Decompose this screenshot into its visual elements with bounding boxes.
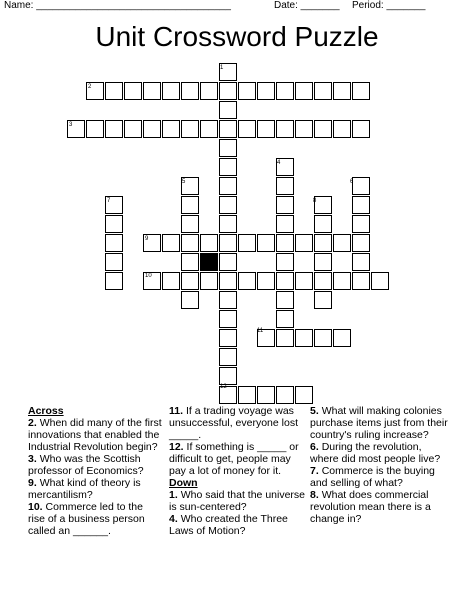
grid-cell[interactable]: [200, 120, 218, 138]
grid-cell[interactable]: [314, 82, 332, 100]
grid-cell[interactable]: [352, 253, 370, 271]
grid-cell[interactable]: [219, 196, 237, 214]
grid-number-1: 1: [220, 65, 224, 71]
grid-cell[interactable]: [276, 120, 294, 138]
grid-cell[interactable]: [352, 272, 370, 290]
grid-cell[interactable]: [276, 329, 294, 347]
grid-cell[interactable]: [276, 215, 294, 233]
grid-cell[interactable]: [333, 272, 351, 290]
grid-cell[interactable]: [314, 272, 332, 290]
grid-cell[interactable]: [181, 253, 199, 271]
clue-across-3: 3. Who was the Scottish professor of Economics?: [28, 453, 144, 477]
grid-cell[interactable]: [219, 120, 237, 138]
grid-cell[interactable]: [86, 120, 104, 138]
grid-cell[interactable]: [219, 234, 237, 252]
grid-cell[interactable]: [219, 82, 237, 100]
clue-across-11: 11. If a trading voyage was unsuccessful, everyone lost _____.: [169, 405, 298, 441]
grid-cell[interactable]: [352, 215, 370, 233]
grid-cell[interactable]: [238, 386, 256, 404]
clues-column-1: [28, 405, 162, 537]
grid-cell[interactable]: [219, 367, 237, 385]
grid-cell[interactable]: [124, 120, 142, 138]
grid-cell[interactable]: [276, 272, 294, 290]
grid-cell[interactable]: [314, 253, 332, 271]
clue-across-12: 12. If something is _____ or difficult to get, people may pay a lot of money for it.: [169, 441, 299, 477]
grid-cell[interactable]: [276, 177, 294, 195]
grid-cell[interactable]: [219, 101, 237, 119]
grid-cell[interactable]: [238, 120, 256, 138]
clue-across-9: 9. What kind of theory is mercantilism?: [28, 477, 141, 501]
grid-cell[interactable]: [181, 120, 199, 138]
grid-cell[interactable]: [276, 82, 294, 100]
grid-cell[interactable]: [314, 234, 332, 252]
grid-cell[interactable]: [295, 234, 313, 252]
grid-cell[interactable]: [314, 291, 332, 309]
grid-number-8: 8: [313, 198, 317, 204]
grid-cell[interactable]: [352, 82, 370, 100]
clues-column-3: [310, 405, 448, 525]
grid-cell[interactable]: [257, 120, 275, 138]
grid-cell[interactable]: [219, 329, 237, 347]
grid-cell[interactable]: [333, 329, 351, 347]
grid-cell[interactable]: [200, 234, 218, 252]
grid-cell[interactable]: [219, 139, 237, 157]
grid-cell[interactable]: [276, 196, 294, 214]
grid-cell[interactable]: [238, 272, 256, 290]
grid-cell[interactable]: [162, 82, 180, 100]
grid-number-7: 7: [107, 198, 111, 204]
grid-cell[interactable]: [257, 234, 275, 252]
grid-cell[interactable]: [181, 272, 199, 290]
grid-cell[interactable]: [276, 291, 294, 309]
clue-across-10: 10. Commerce led to the rise of a business person called an ______.: [28, 501, 145, 537]
grid-cell[interactable]: [219, 177, 237, 195]
grid-cell[interactable]: [181, 234, 199, 252]
grid-number-2: 2: [88, 84, 92, 90]
grid-number-6: 6: [350, 179, 354, 185]
grid-cell[interactable]: [257, 82, 275, 100]
grid-cell[interactable]: [314, 120, 332, 138]
page-title: Unit Crossword Puzzle: [95, 21, 379, 52]
clue-down-8: 8. What does commercial revolution mean there is a change in?: [310, 489, 431, 525]
grid-cell[interactable]: [295, 120, 313, 138]
grid-cell[interactable]: [105, 82, 123, 100]
grid-cell[interactable]: [276, 253, 294, 271]
grid-cell[interactable]: [352, 234, 370, 252]
grid-cell[interactable]: [295, 329, 313, 347]
grid-cell[interactable]: [314, 196, 332, 214]
grid-number-10: 10: [145, 273, 152, 279]
clue-down-4: 4. Who created the Three Laws of Motion?: [169, 513, 288, 537]
grid-cell[interactable]: [105, 234, 123, 252]
grid-cell[interactable]: [181, 291, 199, 309]
grid-cell[interactable]: [219, 215, 237, 233]
grid-number-5: 5: [182, 179, 186, 185]
grid-cell[interactable]: [238, 234, 256, 252]
grid-cell[interactable]: [162, 120, 180, 138]
grid-cell[interactable]: [181, 196, 199, 214]
grid-cell[interactable]: [162, 234, 180, 252]
grid-cell[interactable]: [181, 215, 199, 233]
date-field[interactable]: Date: _______: [274, 0, 340, 11]
grid-cell[interactable]: [200, 82, 218, 100]
grid-cell[interactable]: [219, 272, 237, 290]
grid-cell[interactable]: [238, 82, 256, 100]
grid-cell[interactable]: [295, 272, 313, 290]
grid-number-3: 3: [69, 122, 73, 128]
clues-column-2: [169, 405, 307, 537]
down-heading: Down: [169, 477, 198, 489]
grid-cell[interactable]: [181, 82, 199, 100]
clue-down-6: 6. During the revolution, where did most people live?: [310, 441, 441, 465]
grid-number-11: 11: [257, 328, 264, 334]
grid-cell[interactable]: [314, 329, 332, 347]
grid-cell[interactable]: [105, 215, 123, 233]
grid-cell[interactable]: [276, 310, 294, 328]
grid-cell[interactable]: [219, 348, 237, 366]
grid-cell[interactable]: [352, 120, 370, 138]
across-heading: Across: [28, 405, 64, 417]
grid-cell[interactable]: [352, 177, 370, 195]
grid-cell[interactable]: [295, 386, 313, 404]
name-field[interactable]: Name: ___________________________________: [4, 0, 231, 11]
grid-cell[interactable]: [143, 82, 161, 100]
grid-cell[interactable]: [105, 272, 123, 290]
grid-cell[interactable]: [352, 196, 370, 214]
grid-cell[interactable]: [200, 272, 218, 290]
grid-cell[interactable]: [333, 82, 351, 100]
grid-cell[interactable]: [219, 253, 237, 271]
grid-cell[interactable]: [276, 234, 294, 252]
grid-cell[interactable]: [257, 272, 275, 290]
grid-cell[interactable]: [295, 82, 313, 100]
grid-cell[interactable]: [333, 234, 351, 252]
period-field[interactable]: Period: _______: [352, 0, 426, 11]
black-square: [200, 253, 218, 271]
grid-cell[interactable]: [124, 82, 142, 100]
grid-cell[interactable]: [333, 120, 351, 138]
grid-cell[interactable]: [314, 215, 332, 233]
clue-across-2: 2. When did many of the first innovations that enabled the Industrial Revolution begin?: [28, 417, 162, 453]
grid-cell[interactable]: [257, 386, 275, 404]
grid-cell[interactable]: [143, 120, 161, 138]
grid-cell[interactable]: [105, 253, 123, 271]
clue-down-5: 5. What will making colonies purchase items just from their country's ruling increase?: [310, 405, 448, 441]
grid-cell[interactable]: [219, 291, 237, 309]
grid-number-9: 9: [145, 236, 149, 242]
clue-down-7: 7. Commerce is the buying and selling of what?: [310, 465, 435, 489]
grid-cell[interactable]: [162, 272, 180, 290]
grid-cell[interactable]: [219, 158, 237, 176]
grid-number-4: 4: [277, 160, 281, 166]
grid-cell[interactable]: [371, 272, 389, 290]
clue-down-1: 1. Who said that the universe is sun-centered?: [169, 489, 306, 513]
grid-cell[interactable]: [219, 310, 237, 328]
grid-number-12: 12: [220, 384, 227, 390]
grid-cell[interactable]: [105, 120, 123, 138]
grid-cell[interactable]: [276, 386, 294, 404]
